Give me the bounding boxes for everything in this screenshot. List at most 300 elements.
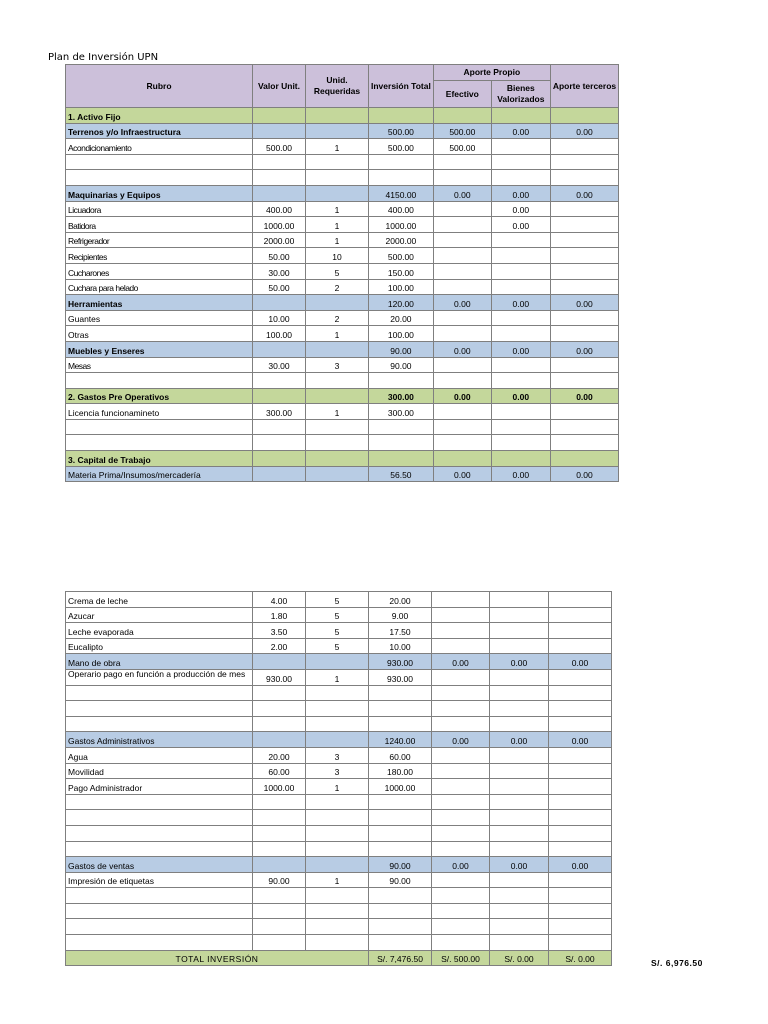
row-value-cell (549, 747, 612, 763)
row-value-cell (432, 888, 490, 904)
row-value-cell (369, 108, 434, 124)
row-value-cell: 3 (306, 357, 369, 373)
row-value-cell (306, 841, 369, 857)
row-value-cell (550, 170, 618, 186)
row-value-cell (306, 419, 369, 435)
row-value-cell: 0.00 (490, 654, 549, 670)
row-value-cell: 0.00 (491, 295, 550, 311)
row-value-cell (490, 623, 549, 639)
row-value-cell (490, 747, 549, 763)
table-row (66, 685, 612, 701)
header-aporte-terceros: Aporte terceros (550, 65, 618, 108)
table-row (66, 310, 619, 326)
row-value-cell (369, 154, 434, 170)
row-value-cell (491, 404, 550, 420)
row-value-cell (549, 607, 612, 623)
row-value-cell (432, 935, 490, 951)
table-row (66, 201, 619, 217)
row-value-cell: 0.00 (549, 654, 612, 670)
row-value-cell (432, 623, 490, 639)
row-label-cell: Materia Prima/Insumos/mercadería (66, 466, 253, 482)
total-efectivo: S/. 500.00 (432, 950, 490, 966)
row-value-cell (490, 903, 549, 919)
row-value-cell: 400.00 (253, 201, 306, 217)
row-value-cell (306, 108, 369, 124)
row-label-cell: Otras (66, 326, 253, 342)
row-value-cell (550, 139, 618, 155)
row-value-cell (253, 794, 306, 810)
row-value-cell (549, 779, 612, 795)
table-row (66, 638, 612, 654)
table-row (66, 295, 619, 311)
row-value-cell (432, 903, 490, 919)
row-value-cell (369, 701, 432, 717)
row-value-cell (306, 685, 369, 701)
row-value-cell: 100.00 (369, 326, 434, 342)
row-value-cell: 3.50 (253, 623, 306, 639)
row-label-cell: Agua (66, 747, 253, 763)
row-value-cell: 0.00 (432, 732, 490, 748)
total-bienes: S/. 0.00 (490, 950, 549, 966)
row-label-cell (66, 716, 253, 732)
row-label-cell (66, 685, 253, 701)
row-value-cell (491, 419, 550, 435)
row-value-cell: 930.00 (369, 654, 432, 670)
row-value-cell (306, 935, 369, 951)
row-value-cell: 50.00 (253, 279, 306, 295)
row-value-cell: 0.00 (432, 857, 490, 873)
row-value-cell (306, 701, 369, 717)
row-value-cell: 0.00 (433, 466, 491, 482)
row-label-cell: Pago Administrador (66, 779, 253, 795)
row-value-cell: 5 (306, 607, 369, 623)
header-unid: Unid. Requeridas (306, 65, 369, 108)
row-value-cell: 300.00 (369, 404, 434, 420)
row-value-cell (253, 435, 306, 451)
row-value-cell (306, 170, 369, 186)
row-value-cell (550, 232, 618, 248)
row-value-cell (253, 108, 306, 124)
row-value-cell (432, 607, 490, 623)
row-value-cell (306, 388, 369, 404)
table-row (66, 341, 619, 357)
row-value-cell: 0.00 (490, 732, 549, 748)
row-value-cell (253, 716, 306, 732)
row-label-cell: Cucharones (66, 263, 253, 279)
row-value-cell: 90.00 (253, 872, 306, 888)
row-label-cell: Licencia funcionamineto (66, 404, 253, 420)
row-label-cell: Terrenos y/o Infraestructura (66, 123, 253, 139)
row-value-cell (491, 451, 550, 467)
row-label-cell: Mano de obra (66, 654, 253, 670)
row-value-cell (253, 841, 306, 857)
row-value-cell (306, 654, 369, 670)
row-value-cell: 5 (306, 592, 369, 608)
row-value-cell (306, 888, 369, 904)
row-value-cell (549, 825, 612, 841)
row-value-cell: 1 (306, 139, 369, 155)
row-value-cell (432, 810, 490, 826)
row-value-cell (253, 685, 306, 701)
row-value-cell: 90.00 (369, 857, 432, 873)
total-inversion: S/. 7,476.50 (369, 950, 432, 966)
table-row (66, 466, 619, 482)
row-value-cell (306, 732, 369, 748)
row-value-cell (550, 435, 618, 451)
row-value-cell (549, 669, 612, 685)
row-value-cell: 500.00 (369, 248, 434, 264)
header-valor-unit: Valor Unit. (253, 65, 306, 108)
table-row (66, 108, 619, 124)
row-value-cell (432, 638, 490, 654)
table-row (66, 794, 612, 810)
row-value-cell: 120.00 (369, 295, 434, 311)
row-value-cell: 0.00 (433, 341, 491, 357)
row-value-cell: 0.00 (491, 217, 550, 233)
row-value-cell (433, 279, 491, 295)
row-label-cell: 3. Capital de Trabajo (66, 451, 253, 467)
row-value-cell (549, 685, 612, 701)
total-label: TOTAL INVERSIÓN (66, 950, 369, 966)
row-value-cell (253, 373, 306, 389)
table-row (66, 263, 619, 279)
row-value-cell (432, 919, 490, 935)
row-value-cell: 5 (306, 638, 369, 654)
row-value-cell: 180.00 (369, 763, 432, 779)
row-value-cell (369, 716, 432, 732)
row-value-cell: 1000.00 (369, 217, 434, 233)
row-value-cell: 1 (306, 232, 369, 248)
row-value-cell: 100.00 (369, 279, 434, 295)
row-value-cell (490, 841, 549, 857)
row-label-cell: Maquinarias y Equipos (66, 185, 253, 201)
document-title: Plan de Inversión UPN (48, 52, 159, 63)
row-label-cell (66, 888, 253, 904)
table-row (66, 810, 612, 826)
row-value-cell (549, 623, 612, 639)
row-value-cell (549, 794, 612, 810)
row-label-cell: Leche evaporada (66, 623, 253, 639)
table-row (66, 701, 612, 717)
row-value-cell: 3 (306, 747, 369, 763)
row-value-cell: 300.00 (369, 388, 434, 404)
row-value-cell: 0.00 (491, 201, 550, 217)
row-value-cell (253, 919, 306, 935)
row-value-cell (490, 701, 549, 717)
row-value-cell: 10.00 (253, 310, 306, 326)
investment-table-bottom (65, 591, 612, 966)
row-value-cell (306, 810, 369, 826)
row-label-cell (66, 154, 253, 170)
row-value-cell (550, 310, 618, 326)
table-row (66, 857, 612, 873)
row-value-cell (490, 669, 549, 685)
row-value-cell: 1 (306, 779, 369, 795)
row-value-cell (491, 108, 550, 124)
row-value-cell: 4150.00 (369, 185, 434, 201)
row-value-cell (253, 701, 306, 717)
row-value-cell: 60.00 (369, 747, 432, 763)
row-value-cell (253, 419, 306, 435)
row-value-cell (306, 373, 369, 389)
row-label-cell: Impresión de etiquetas (66, 872, 253, 888)
row-value-cell (432, 592, 490, 608)
total-row (66, 950, 612, 966)
row-value-cell: 1 (306, 326, 369, 342)
row-value-cell (432, 841, 490, 857)
row-value-cell (490, 592, 549, 608)
row-value-cell (550, 248, 618, 264)
table-row (66, 919, 612, 935)
row-value-cell (550, 201, 618, 217)
row-value-cell (490, 685, 549, 701)
row-value-cell (433, 217, 491, 233)
table-row (66, 841, 612, 857)
row-value-cell (550, 419, 618, 435)
table-row (66, 623, 612, 639)
row-value-cell (550, 404, 618, 420)
row-value-cell: 20.00 (253, 747, 306, 763)
row-value-cell: 0.00 (433, 388, 491, 404)
bottom-table-body (66, 592, 612, 951)
row-value-cell: 2.00 (253, 638, 306, 654)
row-value-cell (369, 903, 432, 919)
row-value-cell: 400.00 (369, 201, 434, 217)
row-value-cell (306, 466, 369, 482)
table-row (66, 357, 619, 373)
row-value-cell (549, 919, 612, 935)
row-value-cell (549, 810, 612, 826)
row-value-cell (491, 263, 550, 279)
row-value-cell: 0.00 (550, 466, 618, 482)
table-row (66, 373, 619, 389)
row-value-cell (490, 919, 549, 935)
row-label-cell: Muebles y Enseres (66, 341, 253, 357)
row-value-cell (306, 825, 369, 841)
row-label-cell: Batidora (66, 217, 253, 233)
row-value-cell (433, 326, 491, 342)
row-value-cell: 4.00 (253, 592, 306, 608)
header-rubro: Rubro (66, 65, 253, 108)
row-label-cell (66, 903, 253, 919)
row-value-cell: 50.00 (253, 248, 306, 264)
row-label-cell (66, 170, 253, 186)
row-value-cell: 0.00 (491, 341, 550, 357)
row-value-cell: 2 (306, 310, 369, 326)
header-bienes: Bienes Valorizados (491, 81, 550, 108)
row-value-cell (432, 685, 490, 701)
row-value-cell (490, 810, 549, 826)
row-value-cell (253, 123, 306, 139)
row-value-cell (549, 716, 612, 732)
row-label-cell (66, 810, 253, 826)
row-value-cell: 10.00 (369, 638, 432, 654)
table-row (66, 935, 612, 951)
row-value-cell: 1 (306, 201, 369, 217)
row-label-cell: Refrigerador (66, 232, 253, 248)
row-value-cell: 150.00 (369, 263, 434, 279)
row-label-cell: 2. Gastos Pre Operativos (66, 388, 253, 404)
row-value-cell: 500.00 (369, 139, 434, 155)
row-value-cell (550, 217, 618, 233)
row-value-cell: 17.50 (369, 623, 432, 639)
table-row (66, 217, 619, 233)
row-value-cell (491, 357, 550, 373)
row-value-cell (306, 341, 369, 357)
row-value-cell (490, 935, 549, 951)
row-value-cell: 100.00 (253, 326, 306, 342)
row-value-cell (550, 451, 618, 467)
row-value-cell: 0.00 (549, 732, 612, 748)
row-value-cell (433, 357, 491, 373)
table-row (66, 404, 619, 420)
row-value-cell (550, 108, 618, 124)
row-value-cell: 0.00 (491, 466, 550, 482)
row-value-cell (253, 185, 306, 201)
header-inversion-total: Inversión Total (369, 65, 434, 108)
row-value-cell: 0.00 (490, 857, 549, 873)
row-value-cell: 2 (306, 279, 369, 295)
row-label-cell (66, 419, 253, 435)
row-value-cell: 5 (306, 623, 369, 639)
row-value-cell (253, 388, 306, 404)
row-value-cell: 5 (306, 263, 369, 279)
row-value-cell (491, 279, 550, 295)
row-value-cell: 1 (306, 217, 369, 233)
row-label-cell: Mesas (66, 357, 253, 373)
row-value-cell (549, 935, 612, 951)
row-value-cell: 500.00 (369, 123, 434, 139)
table-row (66, 388, 619, 404)
row-value-cell: 500.00 (433, 123, 491, 139)
row-value-cell (432, 716, 490, 732)
row-label-cell: Movilidad (66, 763, 253, 779)
table-row (66, 716, 612, 732)
row-value-cell (253, 170, 306, 186)
row-value-cell (432, 747, 490, 763)
row-value-cell (306, 716, 369, 732)
row-value-cell: 20.00 (369, 592, 432, 608)
row-label-cell: Licuadora (66, 201, 253, 217)
row-value-cell: 0.00 (491, 388, 550, 404)
row-value-cell (550, 279, 618, 295)
row-value-cell (306, 123, 369, 139)
row-value-cell (369, 888, 432, 904)
row-value-cell: 30.00 (253, 357, 306, 373)
row-value-cell: 1.80 (253, 607, 306, 623)
row-value-cell (253, 341, 306, 357)
row-value-cell: 30.00 (253, 263, 306, 279)
row-value-cell (549, 888, 612, 904)
row-value-cell: 60.00 (253, 763, 306, 779)
row-value-cell: 90.00 (369, 872, 432, 888)
row-label-cell: Cuchara para helado (66, 279, 253, 295)
row-value-cell (369, 451, 434, 467)
row-value-cell (306, 794, 369, 810)
row-value-cell (550, 154, 618, 170)
row-value-cell (433, 201, 491, 217)
row-value-cell: 1 (306, 404, 369, 420)
table-row (66, 170, 619, 186)
table-row (66, 419, 619, 435)
row-value-cell (306, 857, 369, 873)
row-value-cell: 0.00 (491, 185, 550, 201)
table-row (66, 326, 619, 342)
row-value-cell (306, 154, 369, 170)
header-efectivo: Efectivo (433, 81, 491, 108)
row-label-cell: Gastos Administrativos (66, 732, 253, 748)
row-value-cell (253, 732, 306, 748)
table-row (66, 248, 619, 264)
row-value-cell (253, 825, 306, 841)
row-value-cell (490, 794, 549, 810)
row-value-cell (369, 170, 434, 186)
row-value-cell (369, 841, 432, 857)
row-label-cell (66, 794, 253, 810)
row-value-cell (433, 263, 491, 279)
row-value-cell: 1 (306, 669, 369, 685)
row-value-cell (549, 841, 612, 857)
row-value-cell: 3 (306, 763, 369, 779)
row-value-cell (550, 326, 618, 342)
row-value-cell (550, 263, 618, 279)
row-label-cell: Acondicionamiento (66, 139, 253, 155)
table-row (66, 903, 612, 919)
row-value-cell (253, 154, 306, 170)
row-value-cell (306, 295, 369, 311)
row-value-cell: 300.00 (253, 404, 306, 420)
row-value-cell (253, 810, 306, 826)
row-value-cell: 1000.00 (253, 217, 306, 233)
row-value-cell: 930.00 (369, 669, 432, 685)
row-value-cell (433, 108, 491, 124)
row-value-cell: 0.00 (550, 341, 618, 357)
row-value-cell (490, 779, 549, 795)
row-value-cell (253, 888, 306, 904)
row-value-cell: 0.00 (433, 185, 491, 201)
row-value-cell (306, 435, 369, 451)
row-value-cell: 2000.00 (253, 232, 306, 248)
row-label-cell: Operario pago en función a producción de mes (66, 669, 253, 685)
row-value-cell: 930.00 (253, 669, 306, 685)
row-value-cell (369, 919, 432, 935)
row-value-cell (491, 326, 550, 342)
row-value-cell: 0.00 (549, 857, 612, 873)
row-value-cell (549, 903, 612, 919)
row-label-cell (66, 919, 253, 935)
row-value-cell: 10 (306, 248, 369, 264)
row-value-cell (253, 451, 306, 467)
row-value-cell (369, 435, 434, 451)
row-value-cell (432, 872, 490, 888)
row-value-cell (433, 373, 491, 389)
row-value-cell (433, 310, 491, 326)
row-label-cell (66, 435, 253, 451)
row-label-cell: Herramientas (66, 295, 253, 311)
row-value-cell (433, 419, 491, 435)
row-value-cell (490, 638, 549, 654)
row-value-cell: 9.00 (369, 607, 432, 623)
row-value-cell (253, 903, 306, 919)
row-value-cell (549, 592, 612, 608)
row-value-cell (433, 232, 491, 248)
row-value-cell (550, 373, 618, 389)
row-value-cell (369, 685, 432, 701)
table-row (66, 185, 619, 201)
row-value-cell: 56.50 (369, 466, 434, 482)
row-value-cell (433, 154, 491, 170)
row-value-cell: 1 (306, 872, 369, 888)
